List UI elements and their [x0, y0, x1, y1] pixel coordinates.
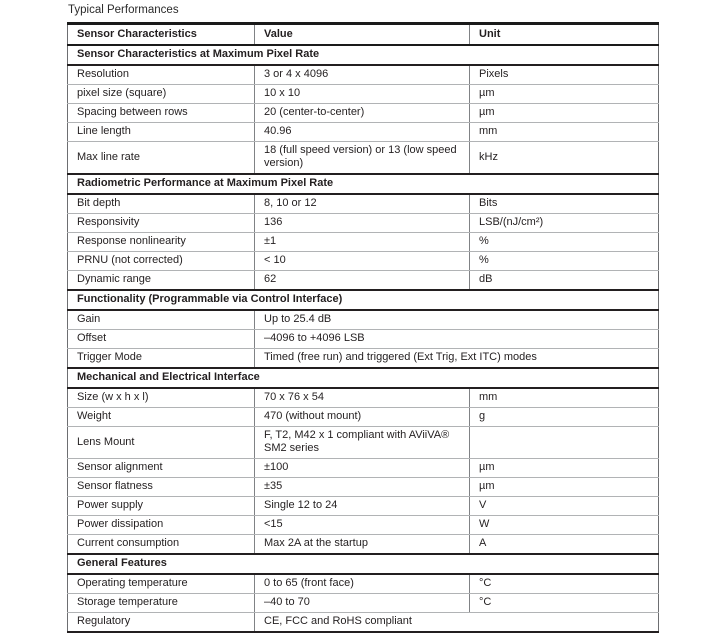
value-cell: 8, 10 or 12 [255, 194, 470, 214]
unit-cell: µm [470, 459, 659, 478]
table-row [68, 478, 659, 497]
value-cell: ±1 [255, 233, 470, 252]
characteristic-cell: Lens Mount [68, 427, 255, 459]
characteristic-cell: Power dissipation [68, 516, 255, 535]
characteristic-cell: Current consumption [68, 535, 255, 555]
unit-cell: V [470, 497, 659, 516]
table-row [68, 427, 659, 459]
table-header [68, 24, 659, 46]
typical-performances-table [67, 22, 659, 633]
header-row [68, 24, 659, 46]
unit-cell: mm [470, 123, 659, 142]
table-row [68, 574, 659, 594]
characteristic-cell: Spacing between rows [68, 104, 255, 123]
section-title: General Features [68, 554, 659, 574]
characteristic-cell: Resolution [68, 65, 255, 85]
characteristic-cell: Responsivity [68, 214, 255, 233]
table-row [68, 214, 659, 233]
unit-cell [470, 427, 659, 459]
characteristic-cell: Bit depth [68, 194, 255, 214]
unit-cell: °C [470, 574, 659, 594]
datasheet-page [67, 3, 658, 633]
table-body [68, 45, 659, 632]
table-row [68, 194, 659, 214]
value-cell: –40 to 70 [255, 594, 470, 613]
unit-cell: dB [470, 271, 659, 291]
value-cell: <15 [255, 516, 470, 535]
table-row [68, 330, 659, 349]
value-cell: Timed (free run) and triggered (Ext Trig, Ext ITC) modes [255, 349, 659, 369]
value-cell: Max 2A at the startup [255, 535, 470, 555]
table-row [68, 535, 659, 555]
characteristic-cell: Size (w x h x l) [68, 388, 255, 408]
unit-cell: W [470, 516, 659, 535]
table-row [68, 65, 659, 85]
characteristic-cell: Max line rate [68, 142, 255, 175]
section-header-row [68, 554, 659, 574]
table-row [68, 408, 659, 427]
unit-cell: % [470, 233, 659, 252]
value-cell: 62 [255, 271, 470, 291]
unit-cell: µm [470, 85, 659, 104]
value-cell: 40.96 [255, 123, 470, 142]
characteristic-cell: Gain [68, 310, 255, 330]
value-cell: < 10 [255, 252, 470, 271]
unit-cell: % [470, 252, 659, 271]
characteristic-cell: Sensor alignment [68, 459, 255, 478]
section-header-row [68, 290, 659, 310]
characteristic-cell: Power supply [68, 497, 255, 516]
table-row [68, 497, 659, 516]
section-title: Functionality (Programmable via Control Interface) [68, 290, 659, 310]
value-cell: 470 (without mount) [255, 408, 470, 427]
value-cell: 18 (full speed version) or 13 (low speed version) [255, 142, 470, 175]
table-row [68, 613, 659, 633]
unit-cell: °C [470, 594, 659, 613]
characteristic-cell: Operating temperature [68, 574, 255, 594]
value-cell: ±100 [255, 459, 470, 478]
col-header-unit: Unit [470, 24, 659, 46]
value-cell: 20 (center-to-center) [255, 104, 470, 123]
unit-cell: Pixels [470, 65, 659, 85]
characteristic-cell: Line length [68, 123, 255, 142]
characteristic-cell: Sensor flatness [68, 478, 255, 497]
table-row [68, 233, 659, 252]
table-row [68, 85, 659, 104]
col-header-value: Value [255, 24, 470, 46]
section-header-row [68, 45, 659, 65]
characteristic-cell: Offset [68, 330, 255, 349]
table-row [68, 516, 659, 535]
value-cell: CE, FCC and RoHS compliant [255, 613, 659, 633]
table-row [68, 388, 659, 408]
value-cell: 136 [255, 214, 470, 233]
table-row [68, 271, 659, 291]
section-title: Mechanical and Electrical Interface [68, 368, 659, 388]
table-row [68, 349, 659, 369]
section-header-row [68, 174, 659, 194]
unit-cell: A [470, 535, 659, 555]
unit-cell: µm [470, 478, 659, 497]
table-row [68, 310, 659, 330]
value-cell: F, T2, M42 x 1 compliant with AViiVA® SM2 series [255, 427, 470, 459]
characteristic-cell: pixel size (square) [68, 85, 255, 104]
unit-cell: kHz [470, 142, 659, 175]
characteristic-cell: Trigger Mode [68, 349, 255, 369]
characteristic-cell: Weight [68, 408, 255, 427]
value-cell: Single 12 to 24 [255, 497, 470, 516]
value-cell: 10 x 10 [255, 85, 470, 104]
characteristic-cell: PRNU (not corrected) [68, 252, 255, 271]
value-cell: 70 x 76 x 54 [255, 388, 470, 408]
characteristic-cell: Regulatory [68, 613, 255, 633]
unit-cell: mm [470, 388, 659, 408]
value-cell: 0 to 65 (front face) [255, 574, 470, 594]
section-header-row [68, 368, 659, 388]
value-cell: Up to 25.4 dB [255, 310, 659, 330]
value-cell: 3 or 4 x 4096 [255, 65, 470, 85]
table-row [68, 142, 659, 175]
table-row [68, 252, 659, 271]
table-row [68, 123, 659, 142]
section-title: Sensor Characteristics at Maximum Pixel Rate [68, 45, 659, 65]
page-title: Typical Performances [68, 4, 179, 16]
unit-cell: LSB/(nJ/cm²) [470, 214, 659, 233]
characteristic-cell: Dynamic range [68, 271, 255, 291]
table-row [68, 459, 659, 478]
table-row [68, 104, 659, 123]
characteristic-cell: Response nonlinearity [68, 233, 255, 252]
unit-cell: g [470, 408, 659, 427]
section-title: Radiometric Performance at Maximum Pixel Rate [68, 174, 659, 194]
characteristic-cell: Storage temperature [68, 594, 255, 613]
value-cell: –4096 to +4096 LSB [255, 330, 659, 349]
col-header-sensor-characteristics: Sensor Characteristics [68, 24, 255, 46]
value-cell: ±35 [255, 478, 470, 497]
table-row [68, 594, 659, 613]
unit-cell: Bits [470, 194, 659, 214]
unit-cell: µm [470, 104, 659, 123]
